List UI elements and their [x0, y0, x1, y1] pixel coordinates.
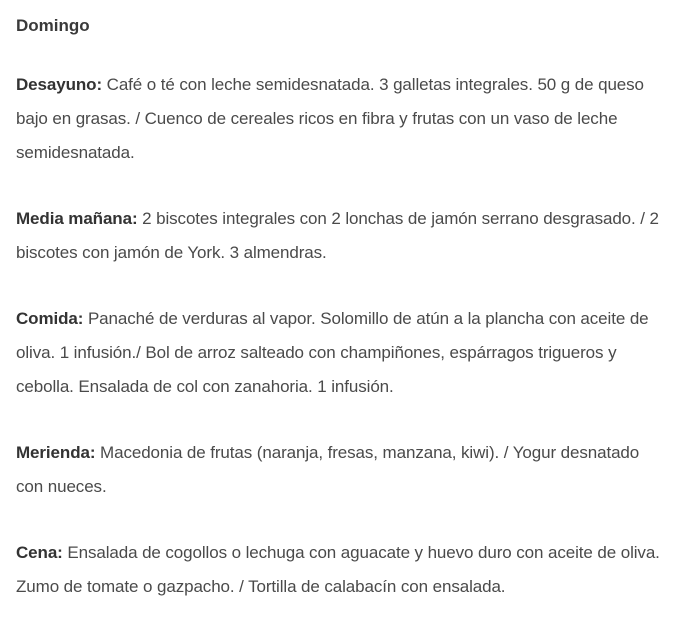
meal-text: Panaché de verduras al vapor. Solomillo de atún a la plancha con aceite de oliva. 1 infusión./ Bol de arroz salteado con champiñones, espárragos trigueros y cebolla. Ensalada de col con zanahoria. 1 infusión.: [16, 309, 649, 396]
meal-text: Macedonia de frutas (naranja, fresas, manzana, kiwi). / Yogur desnatado con nueces.: [16, 443, 640, 496]
day-title: Domingo: [16, 16, 90, 35]
meal-text: 2 biscotes integrales con 2 lonchas de jamón serrano desgrasado. / 2 biscotes con jamón de York. 3 almendras.: [16, 209, 659, 262]
meal-label: Media mañana:: [16, 209, 138, 228]
meal-label: Desayuno:: [16, 75, 103, 94]
meal-snack: [16, 436, 669, 504]
meal-breakfast: [16, 68, 669, 170]
meal-label: Merienda:: [16, 443, 96, 462]
meal-lunch: [16, 302, 669, 404]
meal-dinner: [16, 536, 669, 604]
meal-text: Ensalada de cogollos o lechuga con aguacate y huevo duro con aceite de oliva. Zumo de tomate o gazpacho. / Tortilla de calabacín con ensalada.: [16, 543, 660, 596]
meal-label: Comida:: [16, 309, 84, 328]
meal-text: Café o té con leche semidesnatada. 3 galletas integrales. 50 g de queso bajo en grasas. / Cuenco de cereales ricos en fibra y frutas con un vaso de leche semidesnatada.: [16, 75, 644, 162]
meal-mid-morning: [16, 202, 669, 270]
meal-label: Cena:: [16, 543, 63, 562]
